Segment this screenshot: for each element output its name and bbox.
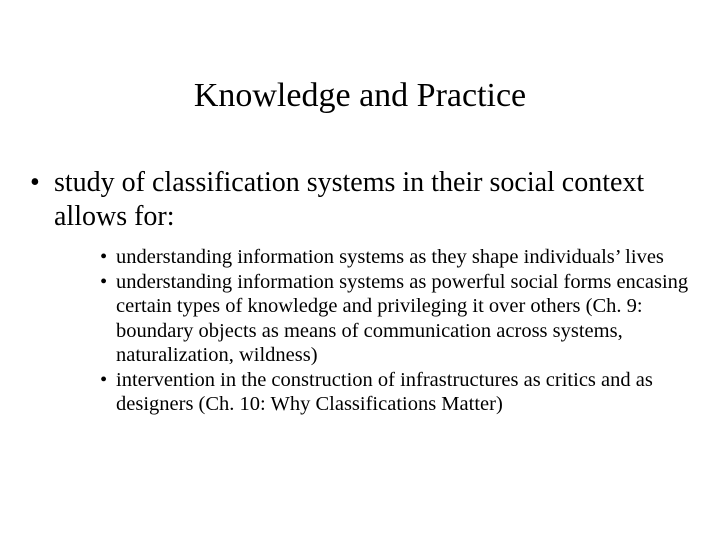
main-bullet (30, 166, 700, 234)
sub-bullet-text: understanding information systems as powerful social forms encasing certain types of knowledge and privileging it over others (Ch. 9: boundary objects as means of communication across systems, naturalization, wildness) (116, 270, 689, 366)
main-bullet-text: study of classification systems in their social context allows for: (54, 167, 645, 232)
sub-bullet (100, 245, 705, 270)
bullet-marker: • (30, 167, 40, 198)
sub-bullet-list (100, 245, 705, 417)
sub-bullet-text: intervention in the construction of infrastructures as critics and as designers (Ch. 10: Why Classifications Matter) (116, 368, 653, 415)
slide-title: Knowledge and Practice (193, 77, 527, 114)
bullet-marker: • (100, 368, 108, 391)
bullet-marker: • (100, 270, 108, 293)
sub-bullet-text: understanding information systems as they shape individuals’ lives (116, 246, 664, 268)
bullet-marker: • (100, 246, 108, 268)
sub-bullet (100, 368, 705, 417)
sub-bullet (100, 270, 705, 368)
